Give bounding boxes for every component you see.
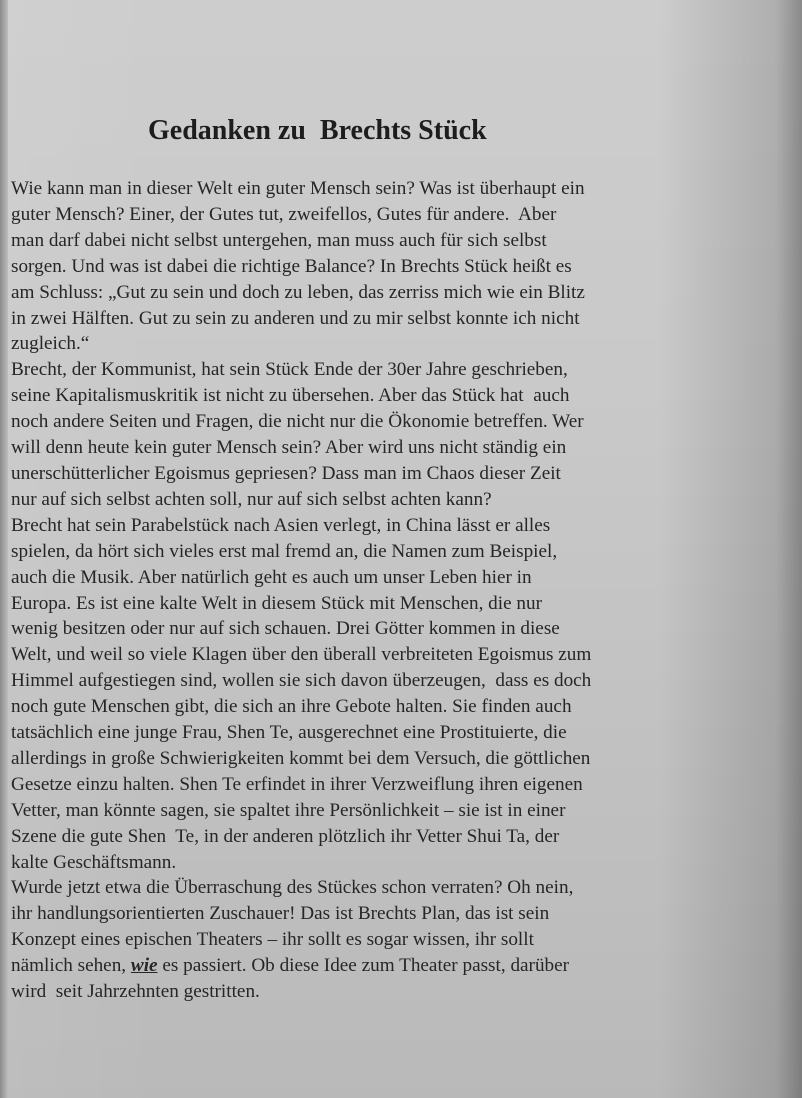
text-line: unerschütterlicher Egoismus gepriesen? Dass man im Chaos dieser Zeit xyxy=(11,462,561,484)
text-line: allerdings in große Schwierigkeiten kommt bei dem Versuch, die göttlichen xyxy=(11,747,591,769)
text-line: zugleich.“ xyxy=(11,333,90,355)
text-line: man darf dabei nicht selbst untergehen, man muss auch für sich selbst xyxy=(11,229,547,251)
text-line: Himmel aufgestiegen sind, wollen sie sich davon überzeugen, dass es doch xyxy=(11,670,592,692)
text-line: Vetter, man könnte sagen, sie spaltet ihre Persönlichkeit – sie ist in einer xyxy=(11,799,566,821)
text-line: Brecht hat sein Parabelstück nach Asien verlegt, in China lässt er alles xyxy=(11,514,551,536)
text-line: am Schluss: „Gut zu sein und doch zu leben, das zerriss mich wie ein Blitz xyxy=(11,281,585,303)
text-line: Konzept eines epischen Theaters – ihr sollt es sogar wissen, ihr sollt xyxy=(11,929,534,951)
text-line: nur auf sich selbst achten soll, nur auf sich selbst achten kann? xyxy=(11,488,492,510)
text-line: wird seit Jahrzehnten gestritten. xyxy=(11,981,260,1003)
text-line: Welt, und weil so viele Klagen über den überall verbreiteten Egoismus zum xyxy=(11,644,592,666)
text-line: will denn heute kein guter Mensch sein? Aber wird uns nicht ständig ein xyxy=(11,437,567,459)
text-line: tatsächlich eine junge Frau, Shen Te, ausgerechnet eine Prostituierte, die xyxy=(11,722,567,744)
line-31-before: nämlich sehen, xyxy=(11,955,131,977)
line-31-after: es passiert. Ob diese Idee zum Theater passt, darüber xyxy=(157,955,570,977)
text-line: noch gute Menschen gibt, die sich an ihre Gebote halten. Sie finden auch xyxy=(11,696,572,718)
text-line: sorgen. Und was ist dabei die richtige Balance? In Brechts Stück heißt es xyxy=(11,255,572,277)
text-line: seine Kapitalismuskritik ist nicht zu übersehen. Aber das Stück hat auch xyxy=(11,385,570,407)
text-line: Wurde jetzt etwa die Überraschung des Stückes schon verraten? Oh nein, xyxy=(11,877,574,899)
text-line: guter Mensch? Einer, der Gutes tut, zweifellos, Gutes für andere. Aber xyxy=(11,203,557,225)
text-line-with-emphasis xyxy=(11,953,781,979)
document-title: Gedanken zu Brechts Stück xyxy=(148,115,487,146)
text-line: wenig besitzen oder nur auf sich schauen. Drei Götter kommen in diese xyxy=(11,618,560,640)
paper-left-edge xyxy=(0,0,8,1098)
text-line: Szene die gute Shen Te, in der anderen plötzlich ihr Vetter Shui Ta, der xyxy=(11,825,560,847)
text-line: spielen, da hört sich vieles erst mal fremd an, die Namen zum Beispiel, xyxy=(11,540,558,562)
text-line: kalte Geschäftsmann. xyxy=(11,851,177,873)
text-line: Wie kann man in dieser Welt ein guter Mensch sein? Was ist überhaupt ein xyxy=(11,178,585,199)
text-line: Gesetze einzu halten. Shen Te erfindet in ihrer Verzweiflung ihren eigenen xyxy=(11,773,583,795)
document-body xyxy=(11,176,781,1005)
emphasized-word: wie xyxy=(130,955,158,977)
text-line: noch andere Seiten und Fragen, die nicht nur die Ökonomie betreffen. Wer xyxy=(11,411,584,433)
text-line: in zwei Hälften. Gut zu sein zu anderen und zu mir selbst konnte ich nicht xyxy=(11,307,580,329)
text-line: Brecht, der Kommunist, hat sein Stück Ende der 30er Jahre geschrieben, xyxy=(11,359,568,381)
text-line: Europa. Es ist eine kalte Welt in diesem Stück mit Menschen, die nur xyxy=(11,592,542,614)
text-line: auch die Musik. Aber natürlich geht es auch um unser Leben hier in xyxy=(11,566,532,588)
text-line: ihr handlungsorientierten Zuschauer! Das ist Brechts Plan, das ist sein xyxy=(11,903,550,925)
